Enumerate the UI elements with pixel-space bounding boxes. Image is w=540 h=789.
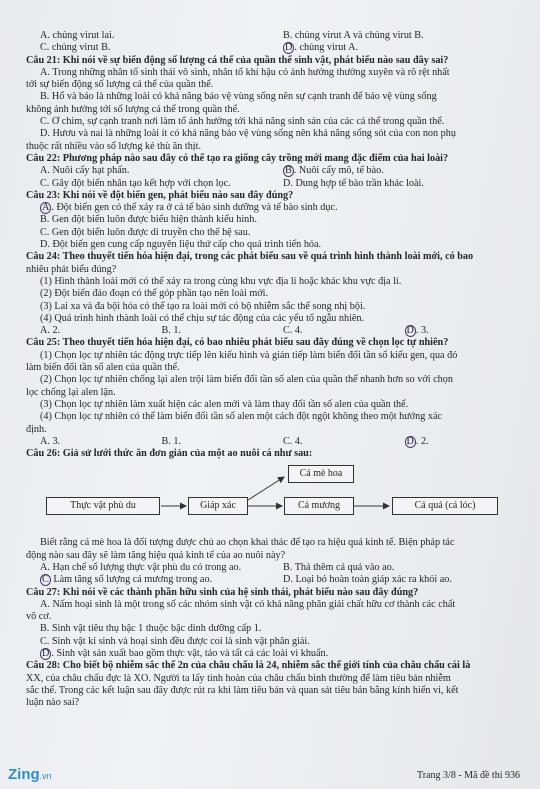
arrow-copepod-to-topfish	[248, 477, 284, 500]
top-answer-c: C. chủng virut B.	[40, 42, 111, 54]
q24-line: (2) Đột biến đảo đoạn có thể góp phần tạo nên loài mới.	[40, 288, 269, 300]
food-web-diagram	[26, 463, 526, 533]
question-25	[26, 337, 526, 448]
question-21	[26, 55, 526, 153]
q22-answer-d: D. Dung hợp tế bào trần khác loài.	[283, 177, 424, 189]
q24-answer-d: D . 3.	[406, 325, 429, 337]
question-26	[26, 448, 526, 586]
q24-line: (4) Quá trình hình thành loài có thể chịu sự tác động của các yếu tố ngẫu nhiên.	[40, 312, 365, 324]
q22-answer-a: A. Nuôi cấy hạt phấn.	[40, 165, 130, 177]
q21-line: không ảnh hưởng tới số lượng cá thể trong quần thể.	[26, 103, 240, 115]
question-23	[26, 190, 526, 251]
q27-line: vô cơ.	[26, 611, 52, 623]
q21-line: A. Trong những nhân tố sinh thái vô sinh, nhân tố khí hậu có ảnh hưởng thường xuyên và rõ rệt nhất	[40, 66, 450, 78]
q23-answer-b: B. Gen đột biến luôn được biểu hiện thành kiểu hình.	[40, 214, 257, 226]
q24-answer-b: B. 1.	[161, 325, 182, 337]
q25-answer-c: C. 4.	[283, 435, 303, 447]
circled-answer-mark: A	[42, 202, 50, 214]
top-answer-b: B. chủng virut A và chủng virut B.	[283, 30, 424, 41]
q25-answer-d: D . 2.	[406, 435, 429, 447]
top-answer-a: A. chủng virut lai.	[40, 30, 115, 41]
q24-line: (3) Lai xa và đa bội hóa có thể tạo ra loài mới có bộ nhiễm sắc thể song nhị bội.	[40, 300, 366, 312]
q21-line: thuộc rất nhiều vào số lượng kẻ thù ăn thịt.	[26, 140, 202, 152]
q25-line: (3) Chọn lọc tự nhiên làm xuất hiện các alen mới và làm thay đổi tần số alen của quần thể.	[40, 398, 409, 410]
q21-line: tới sự biến động số lượng cá thể của quần thể.	[26, 79, 214, 91]
q21-line: B. Hổ và báo là những loài có khả năng bảo vệ vùng sống nên sự cạnh tranh để bảo vệ vùng sống	[40, 91, 437, 103]
q28-line: sắc thể. Trong các kết luận sau đây được rút ra khi làm tiêu bản và quan sát tiêu bản bằng kính hiển vi, kết	[26, 684, 459, 696]
q25-line: (2) Chọn lọc tự nhiên chống lại alen trội làm biến đổi tần số alen của quần thể nhanh hơn so với chọn	[40, 374, 453, 386]
q26-head: Câu 26: Giả sử lưới thức ăn đơn giản của một ao nuôi cá như sau:	[26, 448, 313, 460]
q24-answer-c: C. 4.	[283, 325, 303, 337]
node-mid-fish: Cá mương	[284, 497, 354, 515]
question-24	[26, 251, 526, 337]
q24-line: nhiêu phát biểu đúng?	[26, 263, 117, 275]
circled-answer-mark: D	[406, 435, 414, 447]
q26-answer-a: A. Hạn chế số lượng thực vật phù du có trong ao.	[40, 561, 242, 573]
q22-row1	[26, 165, 526, 177]
q28-line: luận nào sai?	[26, 697, 80, 709]
circled-answer-mark: D	[285, 42, 293, 54]
q24-line: Câu 24: Theo thuyết tiến hóa hiện đại, trong các phát biểu sau về quá trình hình thành loài mới, có bao	[26, 251, 474, 263]
q25-line: (1) Chọn lọc tự nhiên tác động trực tiếp lên kiểu hình và gián tiếp làm biến đổi tần số kiểu gen, qua đó	[40, 349, 458, 361]
q23-answer-d: D. Đột biến gen cung cấp nguyên liệu thứ cấp cho quá trình tiến hóa.	[40, 239, 322, 251]
node-top-fish: Cá mè hoa	[288, 465, 354, 483]
exam-content	[26, 30, 526, 710]
q21-line: C. Ở chim, sự cạnh tranh nơi làm tổ ảnh hưởng tới khả năng sinh sản của các cá thể trong quần thể.	[40, 116, 445, 128]
q24-answer-a: A. 2.	[40, 325, 61, 337]
q27-line: B. Sinh vật tiêu thụ bậc 1 thuộc bậc dinh dưỡng cấp 1.	[40, 623, 262, 635]
q24-line: (1) Hình thành loài mới có thể xảy ra trong cùng khu vực địa lí hoặc khác khu vực địa lí.	[40, 275, 402, 287]
q26-row1	[26, 562, 526, 574]
question-28	[26, 660, 526, 709]
q25-line: lọc chống lại alen lặn.	[26, 386, 116, 398]
q27-line: A. Nấm hoại sinh là một trong số các nhóm sinh vật có khả năng phân giải chất hữu cơ thành các chất	[40, 598, 456, 610]
q22-answer-b: B . Nuôi cấy mô, tế bào.	[285, 165, 384, 177]
q25-answer-a: A. 3.	[40, 435, 61, 447]
node-phytoplankton: Thực vật phù du	[46, 497, 160, 515]
q25-line: làm biến đổi tần số alen của quần thể.	[26, 362, 180, 374]
circled-answer-mark: D	[42, 648, 50, 660]
q21-line: D. Hươu và nai là những loài ít có khả năng bảo vệ vùng sống nên khả năng sống sót của con non phụ	[40, 128, 456, 140]
q25-line: định.	[26, 423, 47, 435]
q21-line: Câu 21: Khi nói về sự biến động số lượng cá thể của quần thể sinh vật, phát biểu nào sau đây sai?	[26, 54, 449, 66]
q24-answers	[26, 325, 526, 337]
q23-answer-c: C. Gen đột biến luôn được di truyền cho thế hệ sau.	[40, 226, 251, 238]
circled-answer-mark: D	[406, 325, 414, 337]
node-predator: Cá quả (cá lóc)	[392, 497, 498, 515]
top-answers-row1	[26, 30, 526, 42]
q23-answer-a: A . Đột biến gen có thể xảy ra ở cả tế bào sinh dưỡng và tế bào sinh dục.	[42, 202, 338, 214]
q26-line: động nào sau đây sẽ làm tăng hiệu quả kinh tế của ao nuôi này?	[26, 549, 286, 561]
q25-answer-b: B. 1.	[161, 435, 182, 447]
q27-answer-d: D . Sinh vật sản xuất bao gồm thực vật, tảo và tất cả các loài vi khuẩn.	[42, 648, 329, 660]
q26-row2	[26, 574, 526, 586]
q22-answer-c: C. Gây đột biến nhân tạo kết hợp với chọn lọc.	[40, 177, 231, 189]
circled-answer-mark: C	[42, 574, 49, 586]
top-answer-d: D . chủng virut A.	[285, 42, 359, 54]
q26-line: Biết rằng cá mè hoa là đối tượng được chủ ao chọn khai thác để tạo ra hiệu quả kinh tế. Biện pháp tác	[40, 537, 455, 549]
q22-head: Câu 22: Phương pháp nào sau đây có thể tạo ra giống cây trồng mới mang đặc điểm của hai loài?	[26, 152, 449, 164]
q23-head: Câu 23: Khi nói về đột biến gen, phát biểu nào sau đây đúng?	[26, 189, 294, 201]
q26-answer-d: D. Loại bỏ hoàn toàn giáp xác ra khỏi ao.	[283, 574, 452, 586]
q26-answer-b: B. Thả thêm cá quả vào ao.	[283, 561, 395, 573]
q25-answers	[26, 436, 526, 448]
q28-line: Câu 28: Cho biết bộ nhiễm sắc thể 2n của châu chấu là 24, nhiễm sắc thể giới tính của châu chấu cái là	[26, 660, 471, 672]
node-copepod: Giáp xác	[188, 497, 248, 515]
q25-line: Câu 25: Theo thuyết tiến hóa hiện đại, có bao nhiêu phát biểu sau đây đúng về chọn lọc tự nhiên?	[26, 337, 449, 349]
q28-line: XX, của châu chấu đực là XO. Người ta lấy tinh hoàn của châu chấu bình thường để làm tiêu bản nhiễm	[26, 672, 451, 684]
circled-answer-mark: B	[285, 165, 292, 177]
question-22	[26, 153, 526, 190]
q26-answer-c: C Làm tăng số lượng cá mương trong ao.	[42, 574, 213, 586]
q25-line: (4) Chọn lọc tự nhiên có thể làm biến đổi tần số alen một cách đột ngột không theo một hướng xác	[40, 411, 443, 423]
q27-line: Câu 27: Khi nói về các thành phần hữu sinh của hệ sinh thái, phát biểu nào sau đây đúng?	[26, 586, 419, 598]
q27-line: C. Sinh vật kí sinh và hoại sinh đều được coi là sinh vật phân giải.	[40, 635, 310, 647]
top-answers-row2	[26, 42, 526, 54]
zing-logo: Zing.vn	[8, 766, 52, 783]
page-footer: Trang 3/8 - Mã đề thi 936	[417, 770, 520, 781]
q22-row2	[26, 178, 526, 190]
question-27	[26, 587, 526, 661]
